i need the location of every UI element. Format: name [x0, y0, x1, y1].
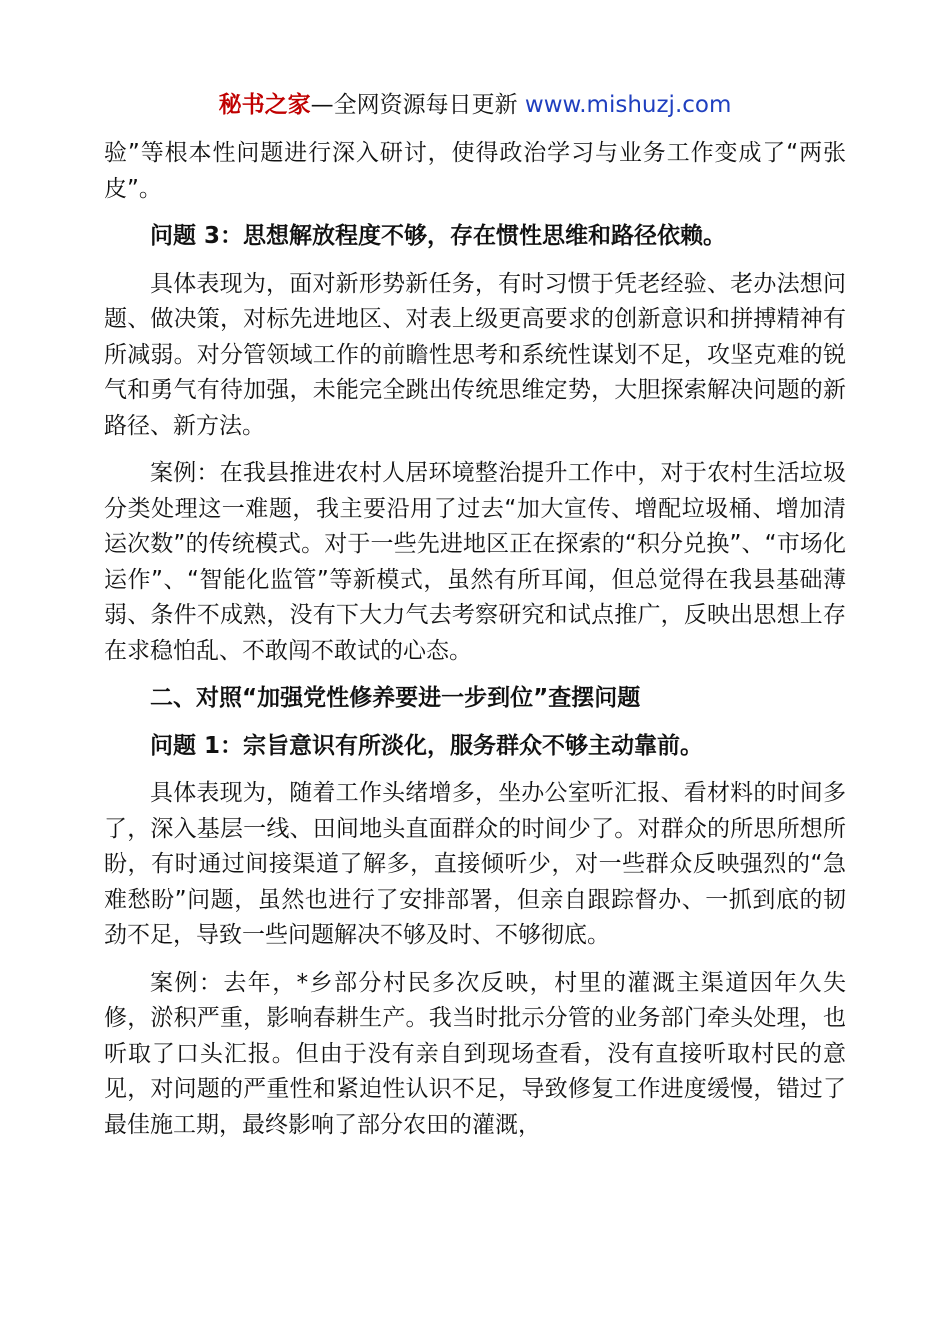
issue-3-case: 案例：在我县推进农村人居环境整治提升工作中，对于农村生活垃圾分类处理这一难题，我主要沿用了过去“加大宣传、增配垃圾桶、增加清运次数”的传统模式。对于一些先进地区正在探索的“积分兑换”、“市场化运作”、“智能化监管”等新模式，虽然有所耳闻，但总觉得在我县基础薄弱、条件不成熟，没有下大力气去考察研究和试点推广，反映出思想上存在求稳怕乱、不敢闯不敢试的心态。	[104, 460, 846, 664]
section-2-heading: 二、对照“加强党性修养要进一步到位”查摆问题	[150, 685, 641, 711]
site-url[interactable]: www.mishuzj.com	[524, 92, 732, 118]
site-header	[0, 88, 950, 122]
brand-name: 秘书之家	[218, 92, 311, 118]
section-2-issue-1-case: 案例：去年，*乡部分村民多次反映，村里的灌溉主渠道因年久失修，淤积严重，影响春耕生产。我当时批示分管的业务部门牵头处理，也听取了口头汇报。但由于没有亲自到现场查看，没有直接听取村民的意见，对问题的严重性和紧迫性认识不足，导致修复工作进度缓慢，错过了最佳施工期，最终影响了部分农田的灌溉，	[104, 969, 846, 1138]
section-2-issue-1-description: 具体表现为，随着工作头绪增多，坐办公室听汇报、看材料的时间多了，深入基层一线、田间地头直面群众的时间少了。对群众的所思所想所盼，有时通过间接渠道了解多，直接倾听少，对一些群众反映强烈的“急难愁盼”问题，虽然也进行了安排部署，但亲自跟踪督办、一抓到底的韧劲不足，导致一些问题解决不够及时、不够彻底。	[104, 780, 846, 948]
paragraph-continuation: 验”等根本性问题进行深入研讨，使得政治学习与业务工作变成了“两张皮”。	[104, 140, 846, 202]
section-2-issue-1-heading: 问题 1：宗旨意识有所淡化，服务群众不够主动靠前。	[150, 732, 704, 759]
header-slogan: —全网资源每日更新	[310, 92, 518, 118]
issue-3-heading: 问题 3：思想解放程度不够，存在惯性思维和路径依赖。	[150, 223, 727, 249]
document-body	[104, 136, 846, 1143]
issue-3-description: 具体表现为，面对新形势新任务，有时习惯于凭老经验、老办法想问题、做决策，对标先进地区、对表上级更高要求的创新意识和拼搏精神有所减弱。对分管领域工作的前瞻性思考和系统性谋划不足，攻坚克难的锐气和勇气有待加强，未能完全跳出传统思维定势，大胆探索解决问题的新路径、新方法。	[104, 270, 846, 439]
